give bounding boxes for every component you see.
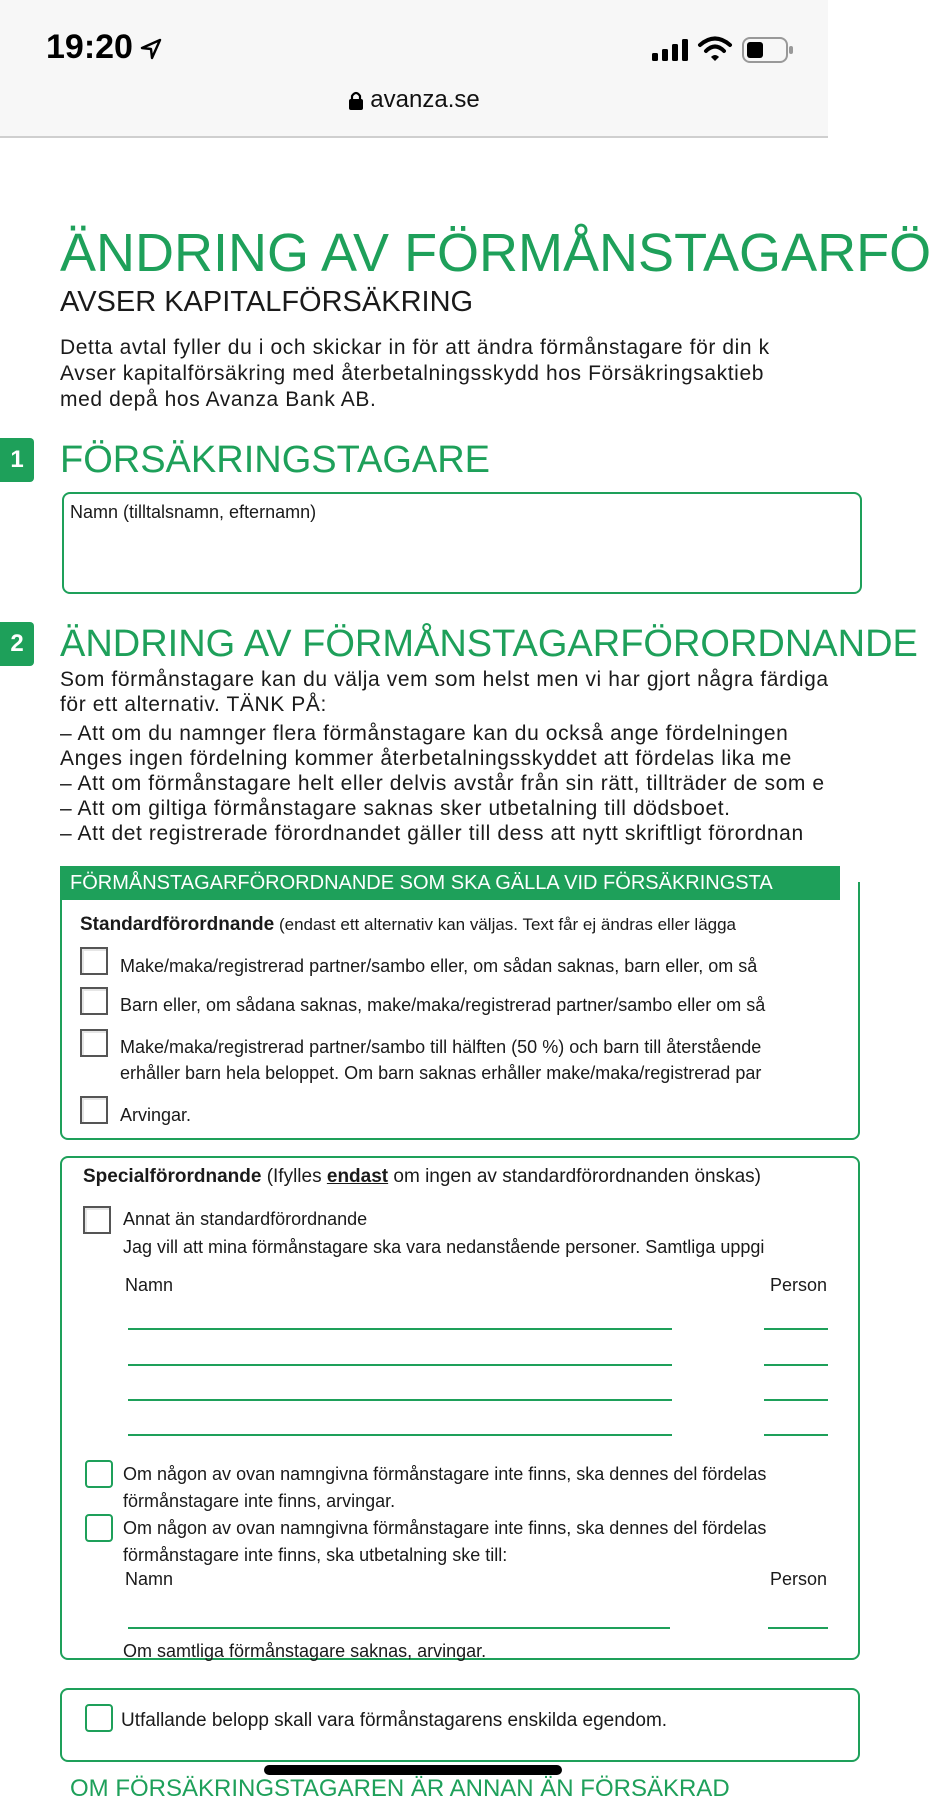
standard-heading — [80, 914, 736, 936]
beneficiary-id-line-2[interactable] — [764, 1364, 828, 1366]
intro-line-1: Detta avtal fyller du i och skickar in för att ändra förmånstagare för din k — [60, 336, 770, 359]
bullet-4: – Att det registrerade förordnandet gäller till dess att nytt skriftligt förordnan — [60, 822, 804, 845]
section-2-line-2: för ett alternativ. TÄNK PÅ: — [60, 693, 327, 716]
home-indicator[interactable] — [264, 1765, 562, 1775]
standard-option-3-checkbox[interactable] — [80, 1029, 108, 1057]
col-name-label-2: Namn — [125, 1569, 174, 1589]
browser-status-bar — [0, 0, 828, 138]
alt-1-line-2: förmånstagare inte finns, arvingar. — [123, 1491, 396, 1511]
separate-property-checkbox[interactable] — [85, 1704, 113, 1732]
location-arrow-icon — [140, 38, 162, 60]
cellular-signal-icon — [652, 38, 690, 62]
alt-1-checkbox[interactable] — [85, 1460, 113, 1488]
special-option-label: Annat än standardförordnande — [123, 1209, 368, 1229]
standard-option-3-label-cont: erhåller barn hela beloppet. Om barn saknas erhåller make/maka/registrerad par — [120, 1063, 762, 1083]
next-section-heading: OM FÖRSÄKRINGSTAGAREN ÄR ANNAN ÄN FÖRSÄKRAD — [70, 1775, 730, 1802]
separate-property-label: Utfallande belopp skall vara förmånstagarens enskilda egendom. — [121, 1710, 668, 1731]
beneficiary-order-bar: FÖRMÅNSTAGARFÖRORDNANDE SOM SKA GÄLLA VID FÖRSÄKRINGSTA — [60, 866, 840, 900]
standard-option-3-label: Make/maka/registrerad partner/sambo till hälften (50 %) och barn till återstående — [120, 1037, 762, 1057]
standard-option-4-checkbox[interactable] — [80, 1096, 108, 1124]
beneficiary-name-line-2[interactable] — [128, 1364, 672, 1366]
beneficiary-name-line-3[interactable] — [128, 1399, 672, 1401]
special-heading-pre: (Ifylles — [261, 1166, 327, 1187]
standard-option-4-label: Arvingar. — [120, 1105, 192, 1125]
special-heading-underline: endast — [326, 1166, 389, 1187]
bullet-1: – Att om du namnger flera förmånstagare kan du också ange fördelningen — [60, 722, 789, 745]
alt-1-line-1: Om någon av ovan namngivna förmånstagare inte finns, ska dennes del fördelas — [123, 1464, 767, 1484]
standard-heading-rest: (endast ett alternativ kan väljas. Text får ej ändras eller lägga — [274, 915, 737, 934]
special-option-desc: Jag vill att mina förmånstagare ska vara nedanstående personer. Samtliga uppgi — [123, 1237, 765, 1257]
alt-2-line-2: förmånstagare inte finns, ska utbetalning ske till: — [123, 1545, 508, 1565]
alt-id-line[interactable] — [768, 1627, 828, 1629]
standard-option-2-checkbox[interactable] — [80, 987, 108, 1015]
document-title: ÄNDRING AV FÖRMÅNSTAGARFÖ — [60, 223, 931, 283]
section-1-number: 1 — [0, 438, 34, 482]
section-2-title: ÄNDRING AV FÖRMÅNSTAGARFÖRORDNANDE — [60, 623, 918, 665]
standard-option-2-label: Barn eller, om sådana saknas, make/maka/registrerad partner/sambo eller om så — [120, 995, 766, 1015]
special-heading — [83, 1166, 761, 1188]
bullet-2: – Att om förmånstagare helt eller delvis avstår från sin rätt, tillträder de som e — [60, 772, 825, 795]
intro-line-2: Avser kapitalförsäkring med återbetalningsskydd hos Försäkringsaktieb — [60, 362, 765, 385]
beneficiary-id-line-4[interactable] — [764, 1434, 828, 1436]
beneficiary-name-line-1[interactable] — [128, 1328, 672, 1330]
beneficiary-name-line-4[interactable] — [128, 1434, 672, 1436]
special-heading-post: om ingen av standardförordnanden önskas) — [388, 1166, 761, 1187]
section-1-title: FÖRSÄKRINGSTAGARE — [60, 439, 491, 481]
section-2-line-1: Som förmånstagare kan du välja vem som helst men vi har gjort några färdiga — [60, 668, 829, 691]
col-person-label: Person — [770, 1275, 828, 1295]
url-bar[interactable] — [0, 86, 828, 114]
alt-name-line[interactable] — [128, 1627, 670, 1629]
wifi-icon — [698, 36, 732, 62]
document-subtitle: AVSER KAPITALFÖRSÄKRING — [60, 286, 474, 318]
special-option-checkbox[interactable] — [83, 1206, 111, 1234]
bullet-1-cont: Anges ingen fördelning kommer återbetalningsskyddet att fördelas lika me — [60, 747, 792, 770]
battery-icon — [742, 37, 794, 63]
policyholder-name-field[interactable] — [62, 492, 862, 594]
special-order-box — [60, 1156, 860, 1660]
standard-option-1-checkbox[interactable] — [80, 947, 108, 975]
bullet-3: – Att om giltiga förmånstagare saknas sker utbetalning till dödsboet. — [60, 797, 731, 820]
alt-2-line-1: Om någon av ovan namngivna förmånstagare inte finns, ska dennes del fördelas — [123, 1518, 767, 1538]
url-text: avanza.se — [370, 86, 480, 113]
standard-option-1-label: Make/maka/registrerad partner/sambo eller, om sådan saknas, barn eller, om så — [120, 956, 758, 976]
special-heading-bold: Specialförordnande — [83, 1166, 262, 1187]
pdf-document — [0, 138, 931, 1802]
policyholder-name-label: Namn (tilltalsnamn, efternamn) — [70, 502, 317, 522]
standard-heading-bold: Standardförordnande — [80, 914, 275, 935]
beneficiary-id-line-3[interactable] — [764, 1399, 828, 1401]
special-footer: Om samtliga förmånstagare saknas, arvingar. — [123, 1641, 487, 1661]
col-person-label-2: Person — [770, 1569, 828, 1589]
alt-2-checkbox[interactable] — [85, 1514, 113, 1542]
col-name-label: Namn — [125, 1275, 174, 1295]
intro-line-3: med depå hos Avanza Bank AB. — [60, 388, 377, 411]
status-time: 19:20 — [46, 28, 133, 66]
beneficiary-id-line-1[interactable] — [764, 1328, 828, 1330]
section-2-number: 2 — [0, 622, 34, 666]
